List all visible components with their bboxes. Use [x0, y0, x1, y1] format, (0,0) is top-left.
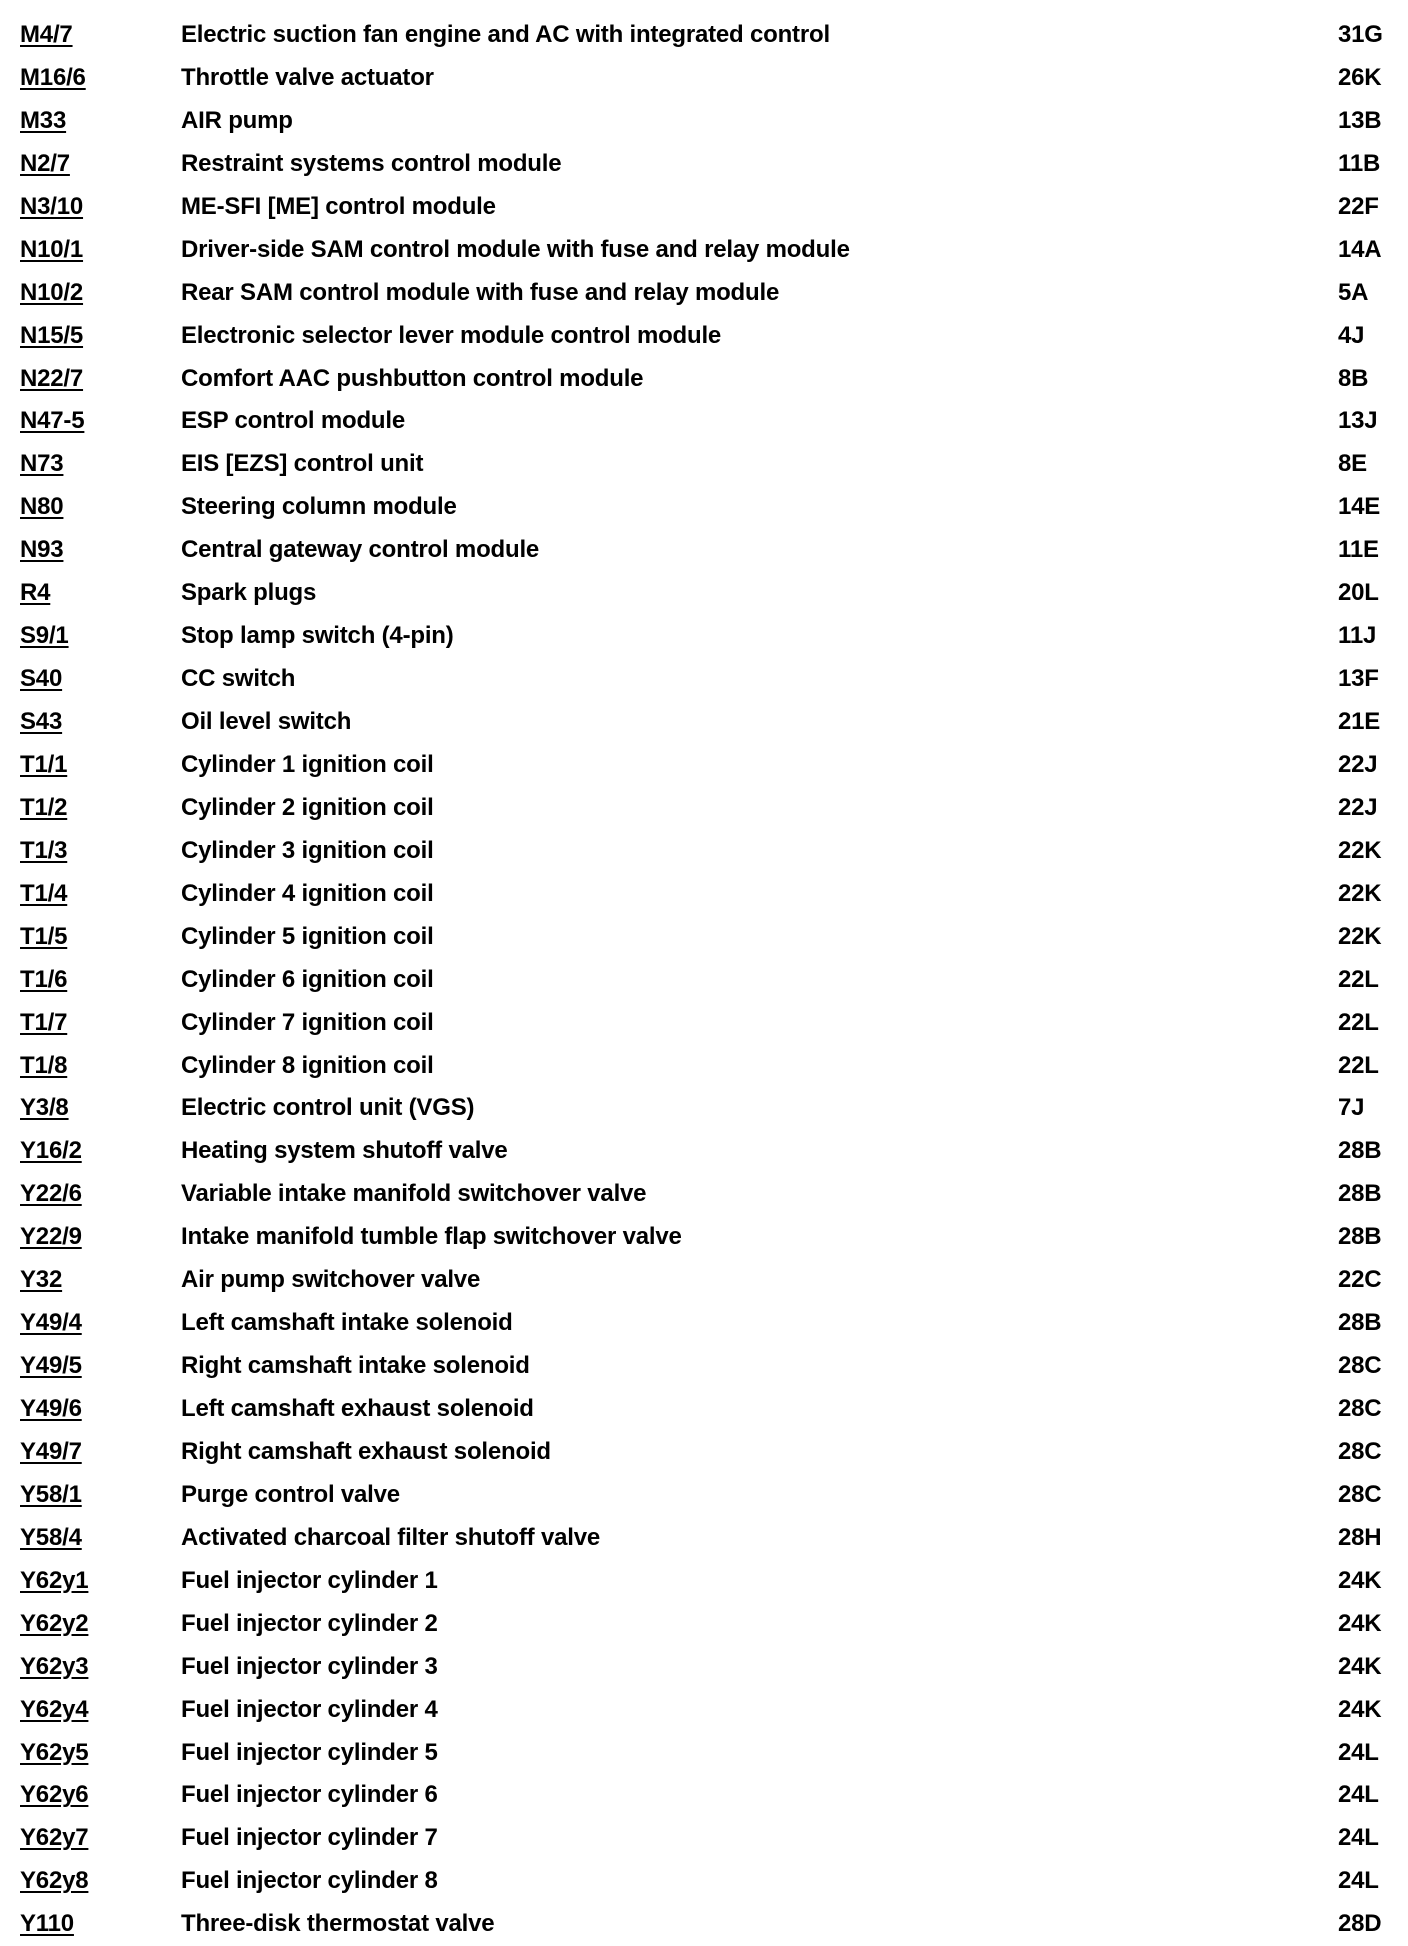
table-row — [0, 787, 1408, 830]
grid-location: 5A — [1338, 278, 1369, 306]
table-row — [0, 529, 1408, 572]
component-code-link[interactable]: M16/6 — [20, 63, 86, 91]
table-row — [0, 701, 1408, 744]
table-row — [0, 186, 1408, 229]
component-description: Restraint systems control module — [181, 149, 562, 177]
table-row — [0, 57, 1408, 100]
component-description: Variable intake manifold switchover valve — [181, 1180, 647, 1208]
table-row — [0, 744, 1408, 787]
component-code-link[interactable]: R4 — [20, 579, 51, 607]
component-code-link[interactable]: Y110 — [20, 1910, 74, 1938]
table-row — [0, 486, 1408, 529]
table-row — [0, 272, 1408, 315]
grid-location: 13F — [1338, 665, 1379, 693]
table-row — [0, 615, 1408, 658]
table-row — [0, 1860, 1408, 1903]
component-description: Left camshaft exhaust solenoid — [181, 1395, 534, 1422]
component-code-link[interactable]: Y58/1 — [20, 1480, 82, 1508]
grid-location: 24K — [1338, 1566, 1382, 1594]
grid-location: 28C — [1338, 1352, 1382, 1380]
component-code-link[interactable]: S9/1 — [20, 622, 69, 650]
component-description: Cylinder 6 ignition coil — [181, 965, 434, 993]
grid-location: 24L — [1338, 1781, 1379, 1809]
table-row — [0, 1173, 1408, 1216]
component-description: Cylinder 3 ignition coil — [181, 836, 434, 864]
grid-location: 28B — [1338, 1309, 1382, 1337]
table-row — [0, 1560, 1408, 1603]
grid-location: 11B — [1338, 149, 1381, 177]
component-code-link[interactable]: T1/5 — [20, 922, 68, 950]
component-code-link[interactable]: N3/10 — [20, 192, 84, 220]
table-row — [0, 1431, 1408, 1474]
component-code-link[interactable]: Y62y5 — [20, 1738, 89, 1766]
component-description: Steering column module — [181, 493, 457, 521]
component-code-link[interactable]: Y62y6 — [20, 1781, 89, 1809]
component-code-link[interactable]: Y62y8 — [20, 1867, 89, 1895]
component-code-link[interactable]: T1/8 — [20, 1051, 68, 1079]
table-row — [0, 443, 1408, 486]
component-description: AIR pump — [181, 106, 293, 134]
grid-location: 22J — [1338, 793, 1378, 821]
component-description: Cylinder 5 ignition coil — [181, 922, 434, 950]
component-description: Fuel injector cylinder 2 — [181, 1609, 438, 1637]
table-row — [0, 229, 1408, 272]
component-description: Throttle valve actuator — [181, 63, 434, 91]
component-description: Driver-side SAM control module with fuse and relay module — [181, 235, 850, 263]
grid-location: 22L — [1338, 1008, 1379, 1036]
component-code-link[interactable]: M4/7 — [20, 21, 73, 48]
table-row — [0, 1259, 1408, 1302]
table-row — [0, 916, 1408, 959]
grid-location: 28H — [1338, 1523, 1382, 1551]
grid-location: 22K — [1338, 836, 1382, 864]
component-description: Fuel injector cylinder 6 — [181, 1781, 438, 1809]
grid-location: 28C — [1338, 1437, 1382, 1465]
table-row — [0, 1216, 1408, 1259]
component-code-link[interactable]: Y49/5 — [20, 1352, 82, 1380]
grid-location: 11J — [1338, 622, 1377, 650]
component-code-link[interactable]: Y62y2 — [20, 1609, 89, 1637]
table-row — [0, 358, 1408, 401]
component-description: Stop lamp switch (4-pin) — [181, 622, 454, 650]
component-code-link[interactable]: T1/3 — [20, 836, 68, 864]
component-code-link[interactable]: T1/1 — [20, 750, 68, 778]
table-row — [0, 1002, 1408, 1045]
component-code-link[interactable]: T1/2 — [20, 793, 68, 821]
component-description: Cylinder 4 ignition coil — [181, 879, 434, 907]
table-row — [0, 1045, 1408, 1088]
component-code-link[interactable]: T1/7 — [20, 1008, 68, 1036]
component-description: Right camshaft intake solenoid — [181, 1352, 530, 1380]
component-description: Fuel injector cylinder 1 — [181, 1566, 438, 1594]
component-code-link[interactable]: N10/1 — [20, 235, 84, 263]
component-code-link[interactable]: N47-5 — [20, 407, 85, 435]
grid-location: 22L — [1338, 1051, 1379, 1079]
table-row — [0, 1817, 1408, 1860]
table-row — [0, 830, 1408, 873]
grid-location: 24K — [1338, 1609, 1382, 1637]
grid-location: 22K — [1338, 879, 1382, 907]
component-code-link[interactable]: Y62y1 — [20, 1566, 89, 1594]
component-description: Activated charcoal filter shutoff valve — [181, 1523, 600, 1551]
component-code-link[interactable]: Y3/8 — [20, 1094, 69, 1122]
component-code-link[interactable]: T1/4 — [20, 879, 68, 907]
component-code-link[interactable]: S40 — [20, 665, 63, 693]
component-description: Air pump switchover valve — [181, 1266, 481, 1294]
table-row — [0, 14, 1408, 57]
component-code-link[interactable]: M33 — [20, 106, 67, 134]
table-row — [0, 315, 1408, 358]
grid-location: 24K — [1338, 1695, 1382, 1723]
component-description: Oil level switch — [181, 708, 352, 735]
component-code-link[interactable]: Y58/4 — [20, 1523, 82, 1551]
component-code-link[interactable]: Y49/6 — [20, 1395, 82, 1422]
grid-location: 13J — [1338, 407, 1378, 435]
table-row — [0, 1474, 1408, 1517]
table-row — [0, 100, 1408, 143]
table-row — [0, 1388, 1408, 1431]
table-row — [0, 400, 1408, 443]
grid-location: 28D — [1338, 1910, 1382, 1938]
component-description: EIS [EZS] control unit — [181, 450, 424, 478]
table-row — [0, 1646, 1408, 1689]
grid-location: 8E — [1338, 450, 1367, 478]
grid-location: 28C — [1338, 1395, 1382, 1422]
grid-location: 24L — [1338, 1824, 1379, 1852]
component-code-link[interactable]: Y62y3 — [20, 1652, 89, 1680]
grid-location: 22J — [1338, 750, 1378, 778]
grid-location: 31G — [1338, 21, 1383, 48]
component-description: Electric control unit (VGS) — [181, 1094, 475, 1122]
component-code-link[interactable]: Y22/6 — [20, 1180, 82, 1208]
component-description: Spark plugs — [181, 579, 317, 607]
component-description: ESP control module — [181, 407, 405, 435]
table-row — [0, 1903, 1408, 1946]
grid-location: 22L — [1338, 965, 1379, 993]
grid-location: 14E — [1338, 493, 1381, 521]
table-row — [0, 1517, 1408, 1560]
table-row — [0, 1774, 1408, 1817]
component-code-link[interactable]: Y49/7 — [20, 1437, 82, 1465]
component-description: Purge control valve — [181, 1480, 400, 1508]
grid-location: 21E — [1338, 708, 1381, 735]
component-description: Fuel injector cylinder 3 — [181, 1652, 438, 1680]
component-code-link[interactable]: Y49/4 — [20, 1309, 82, 1337]
grid-location: 26K — [1338, 63, 1382, 91]
component-code-link[interactable]: N80 — [20, 493, 64, 521]
table-row — [0, 873, 1408, 916]
grid-location: 7J — [1338, 1094, 1365, 1122]
grid-location: 28B — [1338, 1180, 1382, 1208]
component-description: Central gateway control module — [181, 536, 540, 564]
component-description: Intake manifold tumble flap switchover valve — [181, 1223, 682, 1251]
grid-location: 4J — [1338, 321, 1365, 349]
table-row — [0, 572, 1408, 615]
grid-location: 22K — [1338, 922, 1382, 950]
grid-location: 24L — [1338, 1867, 1379, 1895]
table-row — [0, 1732, 1408, 1775]
grid-location: 28B — [1338, 1137, 1382, 1165]
grid-location: 24L — [1338, 1738, 1379, 1766]
component-description: Cylinder 7 ignition coil — [181, 1008, 434, 1036]
component-code-link[interactable]: Y62y7 — [20, 1824, 89, 1852]
component-code-link[interactable]: N73 — [20, 450, 64, 478]
table-row — [0, 959, 1408, 1002]
grid-location: 24K — [1338, 1652, 1382, 1680]
grid-location: 22C — [1338, 1266, 1382, 1294]
table-row — [0, 1345, 1408, 1388]
component-description: ME-SFI [ME] control module — [181, 192, 496, 220]
component-code-link[interactable]: N93 — [20, 536, 64, 564]
component-description: Three-disk thermostat valve — [181, 1910, 495, 1938]
grid-location: 20L — [1338, 579, 1379, 607]
component-code-link[interactable]: Y22/9 — [20, 1223, 82, 1251]
component-code-link[interactable]: N2/7 — [20, 149, 70, 177]
table-row — [0, 1087, 1408, 1130]
component-code-link[interactable]: Y32 — [20, 1266, 63, 1294]
component-description: Electronic selector lever module control module — [181, 321, 722, 349]
component-description: Cylinder 1 ignition coil — [181, 750, 434, 778]
grid-location: 14A — [1338, 235, 1382, 263]
grid-location: 13B — [1338, 106, 1382, 134]
component-description: Fuel injector cylinder 5 — [181, 1738, 438, 1766]
component-description: Right camshaft exhaust solenoid — [181, 1437, 551, 1465]
component-code-link[interactable]: N10/2 — [20, 278, 84, 306]
component-description: Cylinder 2 ignition coil — [181, 793, 434, 821]
grid-location: 8B — [1338, 364, 1369, 392]
component-code-link[interactable]: N22/7 — [20, 364, 84, 392]
table-row — [0, 658, 1408, 701]
grid-location: 28B — [1338, 1223, 1382, 1251]
table-row — [0, 143, 1408, 186]
component-code-link[interactable]: Y16/2 — [20, 1137, 82, 1165]
component-description: CC switch — [181, 665, 296, 693]
grid-location: 28C — [1338, 1480, 1382, 1508]
table-row — [0, 1130, 1408, 1173]
table-row — [0, 1302, 1408, 1345]
component-code-link[interactable]: N15/5 — [20, 321, 84, 349]
component-code-link[interactable]: Y62y4 — [20, 1695, 89, 1723]
component-description: Rear SAM control module with fuse and relay module — [181, 278, 780, 306]
component-description: Fuel injector cylinder 7 — [181, 1824, 438, 1852]
component-legend-list — [0, 14, 1408, 1946]
component-description: Fuel injector cylinder 4 — [181, 1695, 438, 1723]
component-description: Fuel injector cylinder 8 — [181, 1867, 438, 1895]
table-row — [0, 1603, 1408, 1646]
table-row — [0, 1689, 1408, 1732]
component-description: Left camshaft intake solenoid — [181, 1309, 513, 1337]
component-description: Electric suction fan engine and AC with integrated control — [181, 21, 830, 48]
component-description: Cylinder 8 ignition coil — [181, 1051, 434, 1079]
grid-location: 22F — [1338, 192, 1379, 220]
component-description: Heating system shutoff valve — [181, 1137, 508, 1165]
component-code-link[interactable]: S43 — [20, 708, 63, 735]
component-description: Comfort AAC pushbutton control module — [181, 364, 644, 392]
grid-location: 11E — [1338, 536, 1379, 564]
component-code-link[interactable]: T1/6 — [20, 965, 68, 993]
